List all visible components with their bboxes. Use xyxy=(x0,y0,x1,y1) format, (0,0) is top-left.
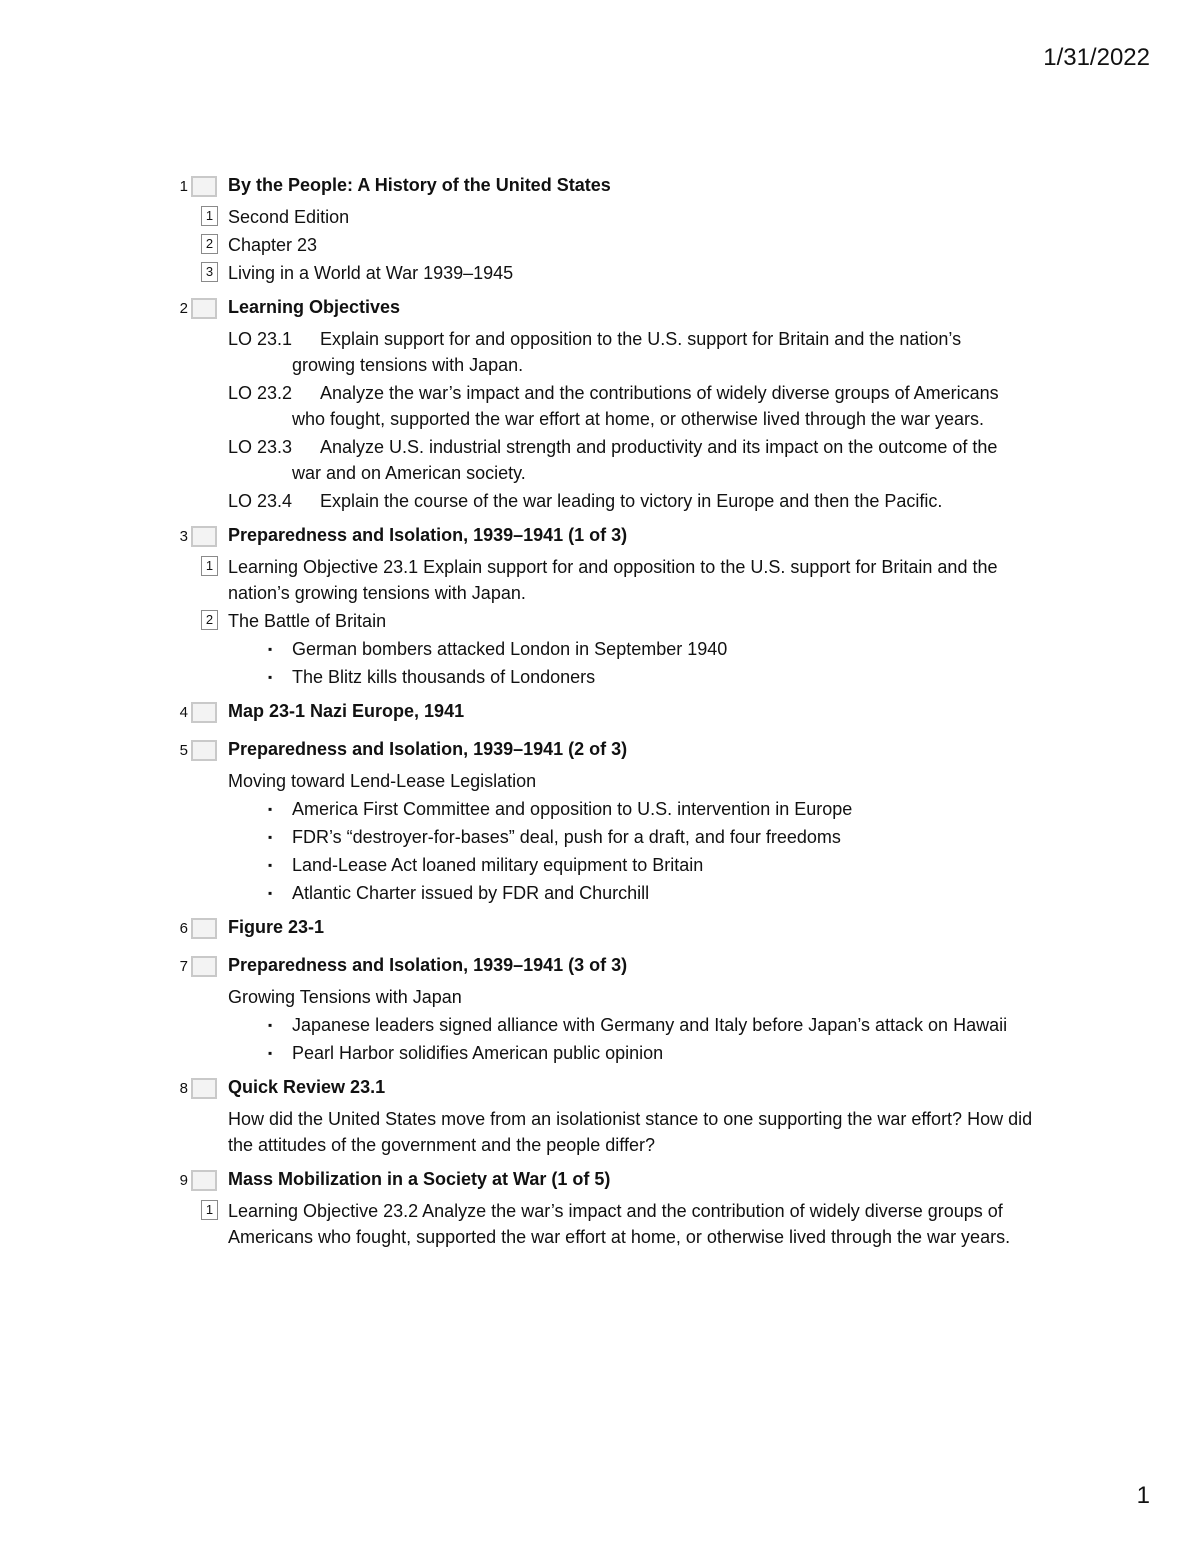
item-text: Learning Objective 23.2 Analyze the war’s impact and the contribution of widely diverse groups of Americans who fought, supported the war effort at home, or otherwise lived through the war years. xyxy=(228,1201,1011,1247)
slide-entry xyxy=(0,1076,1200,1158)
item-text: The Battle of Britain xyxy=(228,611,387,631)
objective-text: Explain the course of the war leading to victory in Europe and then the Pacific. xyxy=(320,491,943,511)
outline-item xyxy=(205,554,1028,606)
bullet-item xyxy=(268,1012,1012,1038)
objective-code: LO 23.4 xyxy=(228,491,293,511)
slide-number: 6 xyxy=(179,920,188,937)
slide-number: 9 xyxy=(179,1172,188,1189)
slide-subheading: Growing Tensions with Japan xyxy=(228,987,462,1007)
item-number: 1 xyxy=(201,1200,218,1220)
item-number: 2 xyxy=(201,234,218,254)
bullet-icon: ▪ xyxy=(268,1018,273,1032)
bullet-item xyxy=(268,824,1012,850)
bullet-item xyxy=(268,636,1012,662)
slide-thumbnail[interactable] xyxy=(191,298,217,319)
slide-thumbnail[interactable] xyxy=(191,740,217,761)
print-date: 1/31/2022 xyxy=(1043,44,1150,71)
bullet-item xyxy=(268,1040,1012,1066)
slide-entry xyxy=(0,174,1200,286)
outline xyxy=(0,174,1200,1260)
outline-item xyxy=(205,1198,1028,1250)
bullet-item xyxy=(268,664,1012,690)
slide-entry xyxy=(0,954,1200,1066)
objective-code: LO 23.3 xyxy=(228,437,293,457)
bullet-text: FDR’s “destroyer-for-bases” deal, push for a draft, and four freedoms xyxy=(292,827,841,847)
bullet-icon: ▪ xyxy=(268,802,273,816)
item-text: Second Edition xyxy=(228,207,350,227)
bullet-icon: ▪ xyxy=(268,670,273,684)
bullet-text: America First Committee and opposition to U.S. intervention in Europe xyxy=(292,799,853,819)
objective-code: LO 23.1 xyxy=(228,329,293,349)
item-number: 1 xyxy=(201,556,218,576)
bullet-item xyxy=(268,852,1012,878)
bullet-item xyxy=(268,796,1012,822)
slide-thumbnail[interactable] xyxy=(191,526,217,547)
learning-objective xyxy=(228,434,1028,486)
learning-objective xyxy=(228,488,1028,514)
slide-header xyxy=(0,524,1200,552)
slide-header xyxy=(0,174,1200,202)
bullet-text: Japanese leaders signed alliance with Germany and Italy before Japan’s attack on Hawaii xyxy=(292,1015,1008,1035)
slide-title: Preparedness and Isolation, 1939–1941 (1 of 3) xyxy=(228,525,628,545)
item-number: 1 xyxy=(201,206,218,226)
item-text: Living in a World at War 1939–1945 xyxy=(228,263,514,283)
bullet-icon: ▪ xyxy=(268,642,273,656)
slide-title: By the People: A History of the United States xyxy=(228,175,611,195)
slide-number: 7 xyxy=(179,958,188,975)
bullet-text: German bombers attacked London in September 1940 xyxy=(292,639,728,659)
item-number: 3 xyxy=(201,262,218,282)
slide-number: 2 xyxy=(179,300,188,317)
outline-item xyxy=(205,204,1028,230)
learning-objective xyxy=(228,326,1028,378)
slide-entry xyxy=(0,916,1200,944)
slide-entry xyxy=(0,524,1200,690)
objective-text: Analyze the war’s impact and the contributions of widely diverse groups of Americans who fought, supported the war effort at home, or otherwise lived through the war years. xyxy=(292,383,999,429)
bullet-icon: ▪ xyxy=(268,886,273,900)
slide-thumbnail[interactable] xyxy=(191,918,217,939)
slide-title: Mass Mobilization in a Society at War (1 of 5) xyxy=(228,1169,611,1189)
slide-thumbnail[interactable] xyxy=(191,702,217,723)
bullet-icon: ▪ xyxy=(268,1046,273,1060)
slide-title: Map 23-1 Nazi Europe, 1941 xyxy=(228,701,465,721)
bullet-text: The Blitz kills thousands of Londoners xyxy=(292,667,596,687)
page-number: 1 xyxy=(1136,1482,1150,1509)
bullet-icon: ▪ xyxy=(268,858,273,872)
slide-title: Preparedness and Isolation, 1939–1941 (2 of 3) xyxy=(228,739,628,759)
slide-thumbnail[interactable] xyxy=(191,1170,217,1191)
slide-thumbnail[interactable] xyxy=(191,1078,217,1099)
objective-text: Analyze U.S. industrial strength and productivity and its impact on the outcome of the war and on American society. xyxy=(292,437,998,483)
item-number: 2 xyxy=(201,610,218,630)
slide-title: Figure 23-1 xyxy=(228,917,325,937)
slide-header xyxy=(0,700,1200,728)
slide-title: Learning Objectives xyxy=(228,297,401,317)
learning-objective xyxy=(228,380,1028,432)
slide-header xyxy=(0,916,1200,944)
slide-header xyxy=(0,296,1200,324)
slide-thumbnail[interactable] xyxy=(191,956,217,977)
slide-header xyxy=(0,954,1200,982)
slide-title: Quick Review 23.1 xyxy=(228,1077,386,1097)
bullet-text: Pearl Harbor solidifies American public opinion xyxy=(292,1043,664,1063)
slide-subheading: Moving toward Lend-Lease Legislation xyxy=(228,771,537,791)
bullet-text: Atlantic Charter issued by FDR and Churchill xyxy=(292,883,650,903)
outline-item xyxy=(205,608,1028,634)
slide-header xyxy=(0,738,1200,766)
slide-number: 1 xyxy=(179,178,188,195)
bullet-icon: ▪ xyxy=(268,830,273,844)
outline-item xyxy=(205,260,1028,286)
slide-thumbnail[interactable] xyxy=(191,176,217,197)
slide-entry xyxy=(0,700,1200,728)
objective-code: LO 23.2 xyxy=(228,383,293,403)
item-text: Chapter 23 xyxy=(228,235,318,255)
slide-header xyxy=(0,1168,1200,1196)
outline-item xyxy=(205,232,1028,258)
slide-header xyxy=(0,1076,1200,1104)
slide-title: Preparedness and Isolation, 1939–1941 (3 of 3) xyxy=(228,955,628,975)
slide-number: 8 xyxy=(179,1080,188,1097)
objective-text: Explain support for and opposition to the U.S. support for Britain and the nation’s growing tensions with Japan. xyxy=(292,329,962,375)
bullet-item xyxy=(268,880,1012,906)
slide-entry xyxy=(0,1168,1200,1250)
bullet-text: Land-Lease Act loaned military equipment to Britain xyxy=(292,855,704,875)
slide-number: 5 xyxy=(179,742,188,759)
slide-number: 3 xyxy=(179,528,188,545)
item-text: Learning Objective 23.1 Explain support for and opposition to the U.S. support for Britain and the nation’s growing tensions with Japan. xyxy=(228,557,998,603)
slide-body: How did the United States move from an isolationist stance to one supporting the war effort? How did the attitudes of the government and the people differ? xyxy=(228,1109,1033,1155)
slide-entry xyxy=(0,296,1200,514)
slide-entry xyxy=(0,738,1200,906)
slide-number: 4 xyxy=(179,704,188,721)
